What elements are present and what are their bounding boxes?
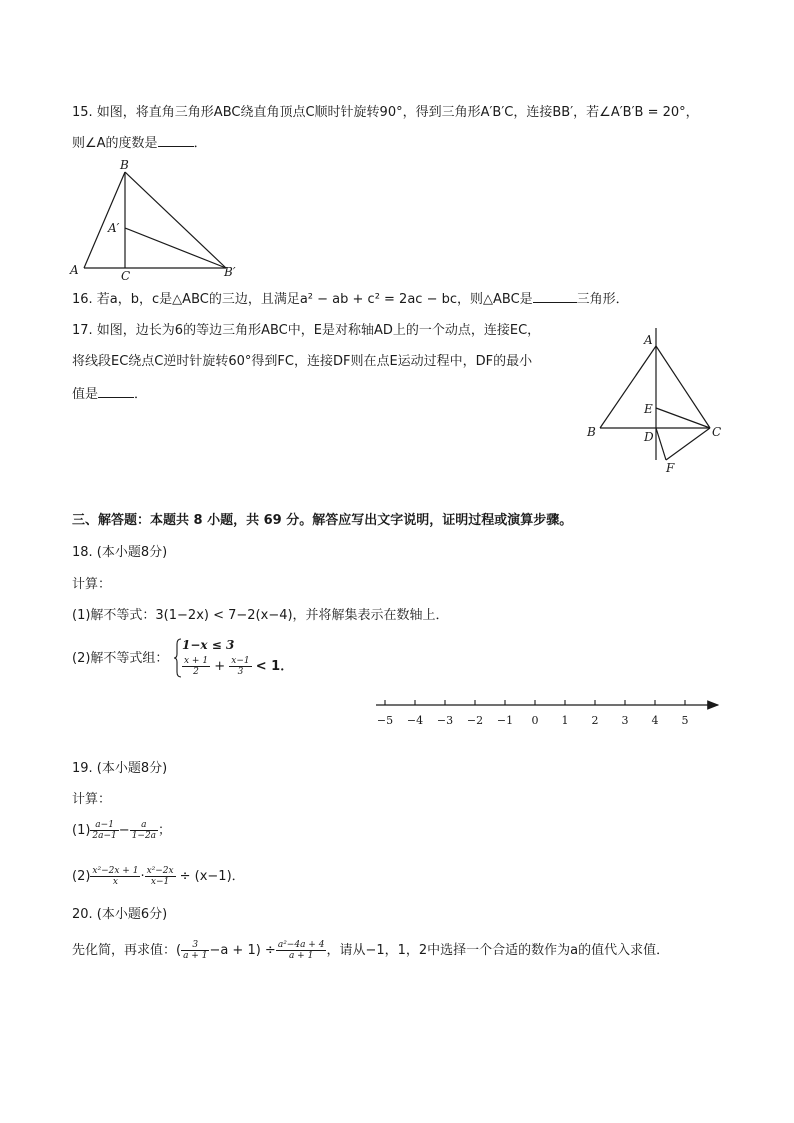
q20-frac2-num: a²−4a + 4 bbox=[277, 940, 325, 950]
number-line-tick-label: 3 bbox=[621, 714, 629, 727]
q19-p2-frac1-den: x bbox=[112, 877, 118, 887]
q18-part2-label: (2)解不等式组： bbox=[72, 651, 169, 666]
q18-frac1-num: x + 1 bbox=[184, 656, 209, 666]
q17-label-A: A bbox=[644, 333, 653, 347]
q17-label-D: D bbox=[644, 430, 654, 444]
q18-header: 18. (本小题8分) bbox=[72, 545, 168, 560]
q17-label-E: E bbox=[644, 402, 653, 416]
q16-text: 16. 若a，b，c是△ABC的三边，且满足a² − ab + c² = 2ac − bc，则△ABC是 bbox=[72, 292, 533, 307]
q18-frac2-num: x−1 bbox=[231, 656, 250, 666]
q15-line2-text: 则∠A的度数是 bbox=[72, 136, 158, 151]
q19-intro: 计算： bbox=[72, 792, 112, 807]
q20-header: 20. (本小题6分) bbox=[72, 907, 168, 922]
q16-end: 三角形． bbox=[576, 292, 629, 307]
q15-label-C: C bbox=[121, 269, 131, 283]
q20-frac1-den: a + 1 bbox=[183, 951, 208, 961]
q19-p1-frac2-num: a bbox=[130, 820, 158, 831]
q19-p1-end: ； bbox=[158, 823, 172, 838]
number-line-tick-label: −3 bbox=[436, 714, 454, 727]
q19-p1-label: (1) bbox=[72, 823, 91, 838]
q19-part1 bbox=[72, 820, 171, 841]
q19-header: 19. (本小题8分) bbox=[72, 761, 168, 776]
q17-line1: 17. 如图，边长为6的等边三角形ABC中，E是对称轴AD上的一个动点，连接EC， bbox=[72, 323, 541, 338]
q19-p2-op: · bbox=[140, 869, 145, 884]
q17-label-F: F bbox=[666, 461, 675, 475]
q19-p2-frac2-num: x²−2x bbox=[146, 866, 174, 876]
q15-label-A-prime: A′ bbox=[108, 221, 120, 235]
q15-label-A: A bbox=[70, 263, 79, 277]
number-line-tick-label: −4 bbox=[406, 714, 424, 727]
q17-line3-text: 值是 bbox=[72, 387, 99, 402]
q18-frac2-den: 3 bbox=[237, 667, 244, 677]
number-line-tick-label: −1 bbox=[496, 714, 514, 727]
q19-p1-op: − bbox=[118, 823, 130, 838]
section3-title: 三、解答题：本题共 8 小题，共 69 分。解答应写出文字说明，证明过程或演算步骤。 bbox=[72, 513, 573, 528]
q20-pre: 先化简，再求值：( bbox=[72, 943, 182, 958]
q19-p2-frac1-num: x²−2x + 1 bbox=[92, 866, 139, 876]
q18-part1: (1)解不等式：3(1−2x) < 7−2(x−4)，并将解集表示在数轴上． bbox=[72, 608, 449, 623]
q18-rhs: < 1． bbox=[255, 659, 294, 674]
q20-frac2-den: a + 1 bbox=[288, 951, 314, 961]
q15-end: ． bbox=[193, 136, 207, 151]
q19-part2 bbox=[72, 866, 245, 887]
q18-frac1-den: 2 bbox=[193, 667, 199, 677]
q17-line2: 将线段EC绕点C逆时针旋转60°得到FC，连接DF则在点E运动过程中，DF的最小 bbox=[72, 354, 533, 369]
q20-frac1-num: 3 bbox=[181, 940, 209, 951]
q20-frac1 bbox=[181, 940, 209, 961]
number-line-tick-label: −2 bbox=[466, 714, 484, 727]
number-line-tick-label: −5 bbox=[376, 714, 394, 727]
q15-label-B-prime: B′ bbox=[224, 265, 236, 279]
q17-label-B: B bbox=[587, 425, 596, 439]
q15-line1: 15. 如图，将直角三角形ABC绕直角顶点C顺时针旋转90°，得到三角形A′B′C，连接BB′，若∠A′B′B = 20°， bbox=[72, 105, 699, 120]
q20-body bbox=[72, 940, 669, 961]
q17-label-C: C bbox=[712, 425, 722, 439]
q19-p1-frac1-num: a−1 bbox=[90, 820, 118, 831]
q17-end: ． bbox=[134, 387, 148, 402]
q19-p2-end: ÷ (x−1)． bbox=[179, 869, 245, 884]
q15-label-B: B bbox=[120, 158, 129, 172]
number-line-tick-label: 2 bbox=[591, 714, 599, 727]
q20-mid: −a + 1) ÷ bbox=[209, 943, 276, 958]
q18-plus: + bbox=[214, 659, 226, 674]
q18-intro: 计算： bbox=[72, 577, 112, 592]
number-line-tick-label: 0 bbox=[531, 714, 539, 727]
number-line-tick-label: 1 bbox=[561, 714, 569, 727]
q19-p2-label: (2) bbox=[72, 869, 91, 884]
q19-p2-frac2 bbox=[145, 866, 176, 887]
number-line-tick-label: 4 bbox=[651, 714, 659, 727]
q19-p1-frac1-den: 2a−1 bbox=[92, 831, 117, 841]
q18-part2-row1: 1−x ≤ 3 bbox=[182, 638, 235, 652]
q19-p1-frac2 bbox=[130, 820, 158, 841]
q19-p2-frac2-den: x−1 bbox=[150, 877, 170, 887]
number-line-tick-label: 5 bbox=[681, 714, 689, 727]
q20-frac2 bbox=[276, 940, 327, 961]
q19-p2-frac1 bbox=[90, 866, 140, 887]
q20-post: ，请从−1，1，2中选择一个合适的数作为a的值代入求值． bbox=[326, 943, 670, 958]
q19-p1-frac1 bbox=[90, 820, 118, 841]
q19-p1-frac2-den: 1−2a bbox=[131, 831, 157, 841]
